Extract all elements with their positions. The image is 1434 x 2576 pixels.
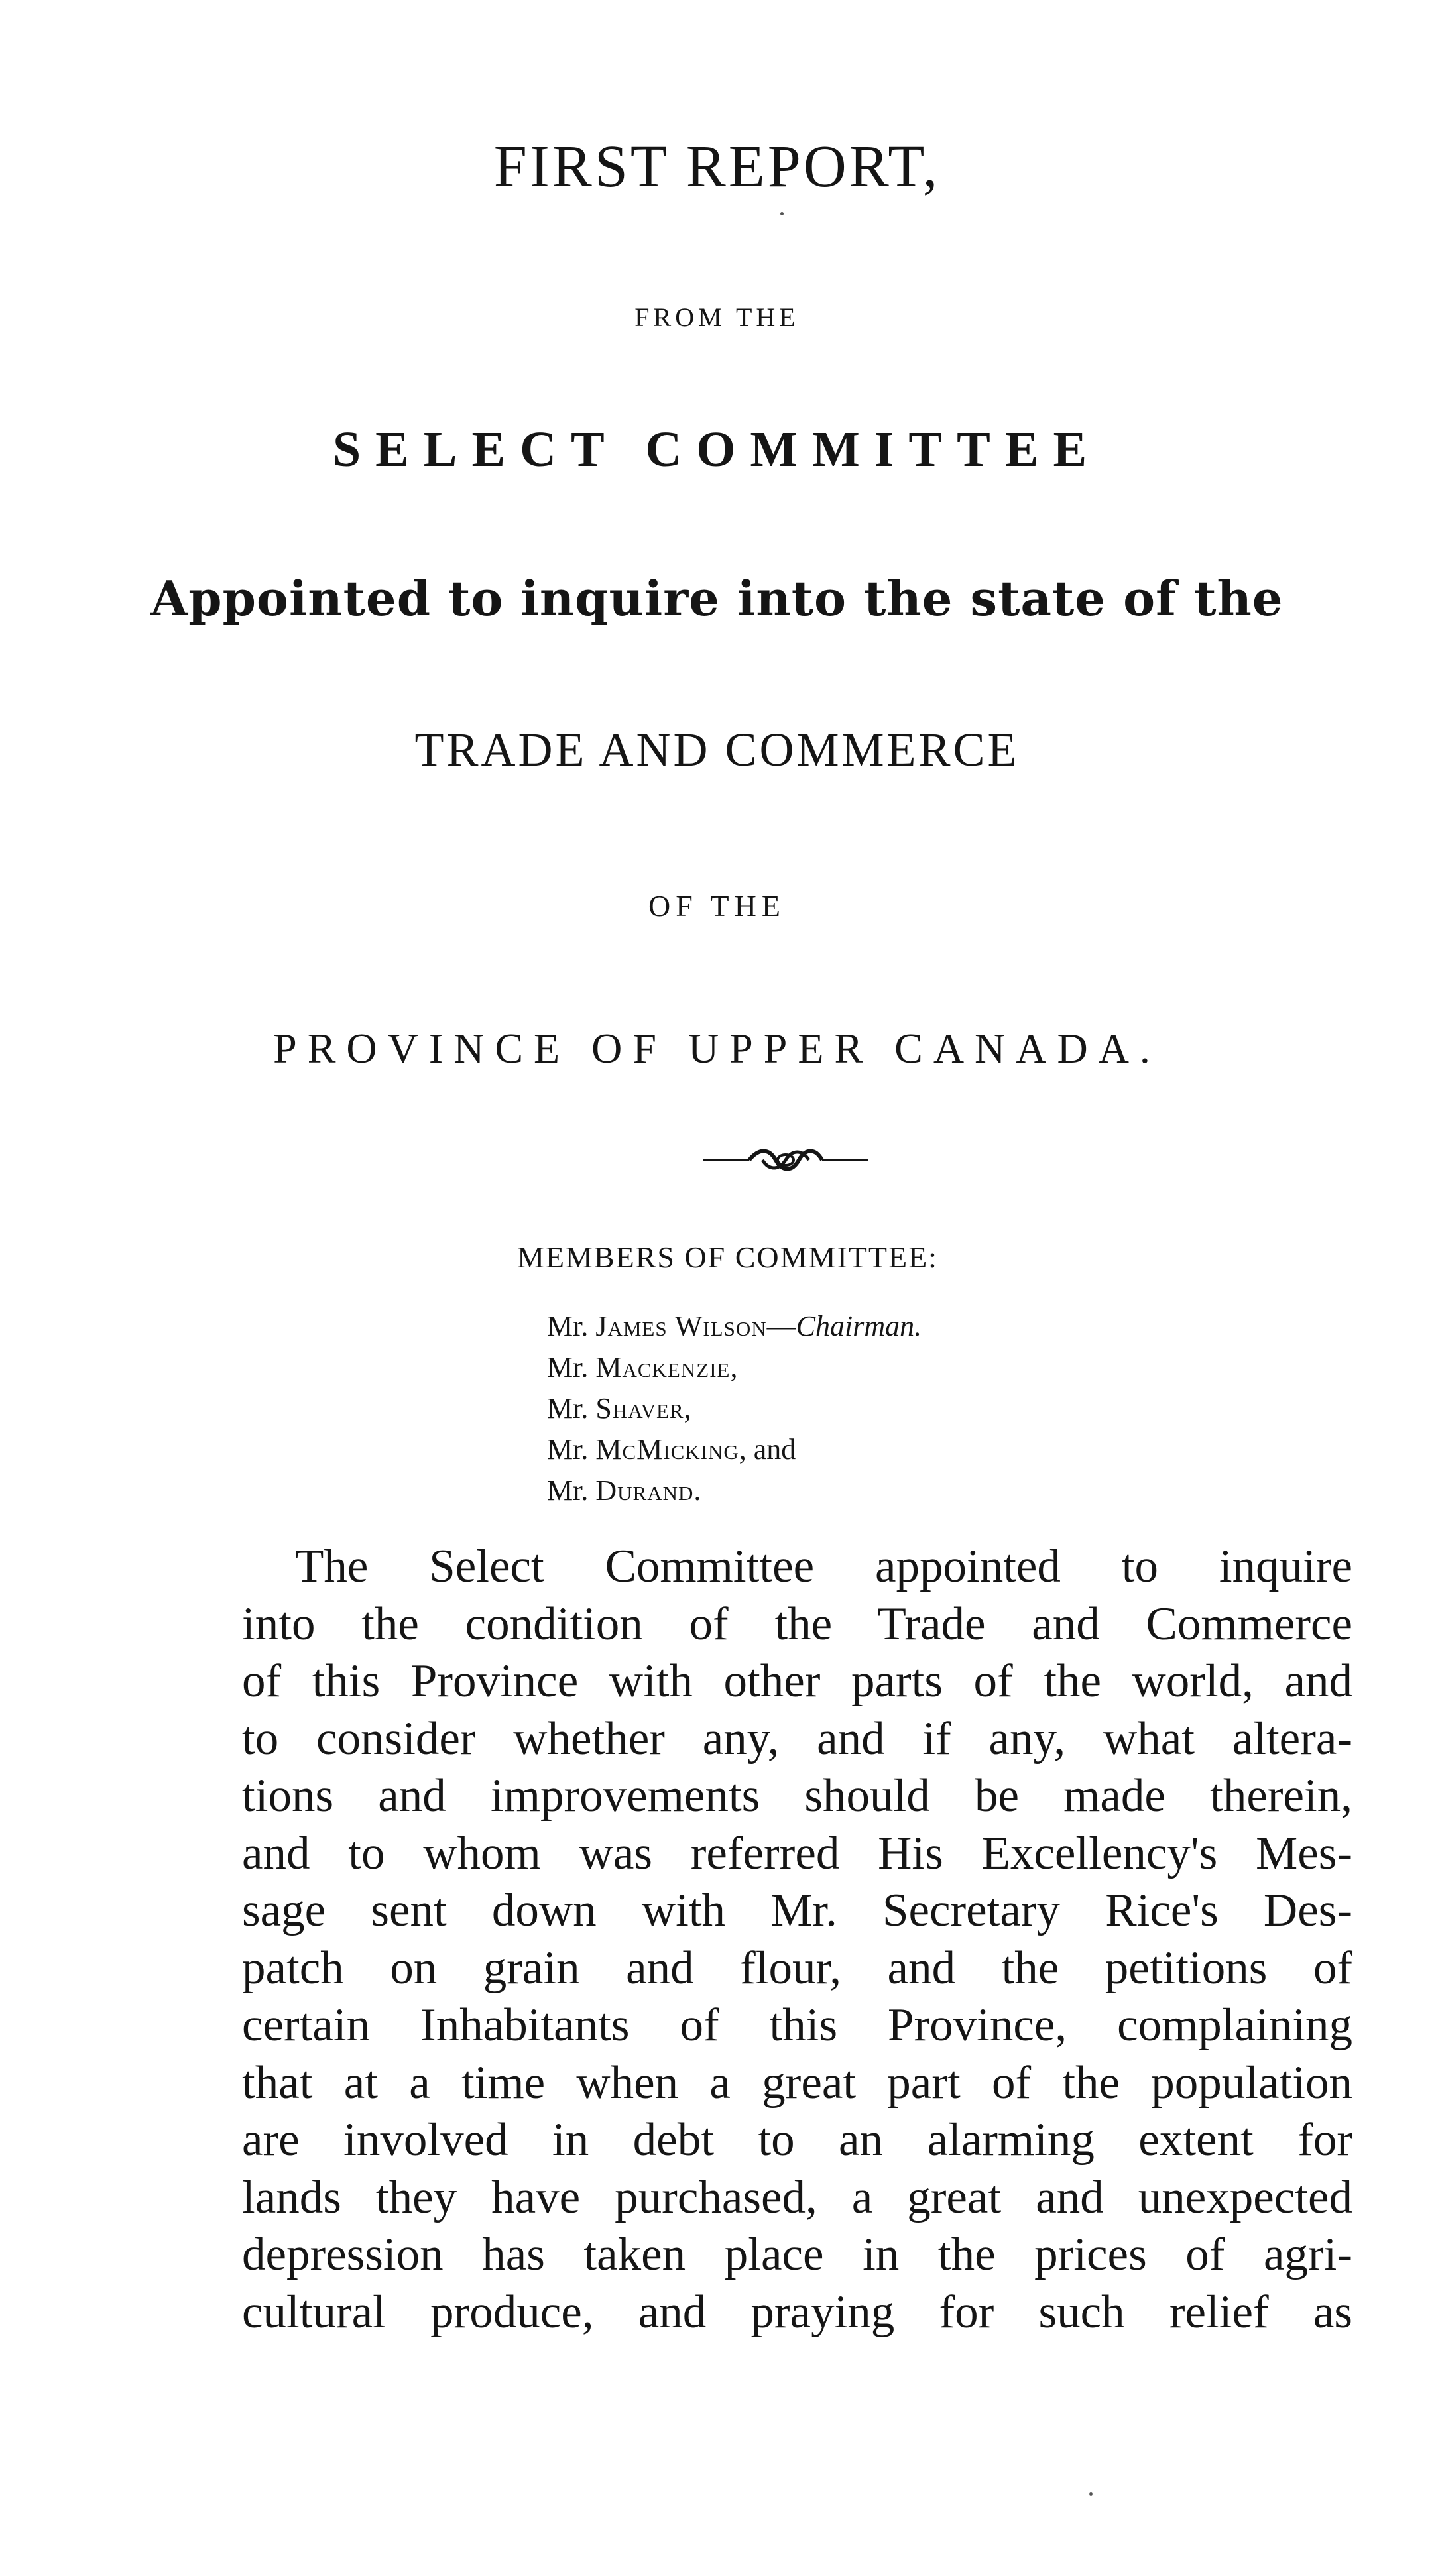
member-title: Mr. xyxy=(547,1310,589,1342)
body-line: cultural produce, and praying for such relief as xyxy=(242,2286,1352,2338)
member-item xyxy=(547,1388,922,1429)
member-title: Mr. xyxy=(547,1474,589,1507)
body-line: tions and improvements should be made therein, xyxy=(242,1770,1352,1822)
member-suffix: . xyxy=(693,1474,701,1507)
member-name: Durand xyxy=(595,1474,694,1507)
report-title: FIRST REPORT, xyxy=(493,134,941,200)
member-suffix: — xyxy=(766,1310,796,1342)
member-name: Shaver xyxy=(595,1392,684,1425)
member-item xyxy=(547,1429,922,1470)
member-title: Mr. xyxy=(547,1433,589,1466)
member-name: Mackenzie xyxy=(595,1351,731,1383)
body-line: that at a time when a great part of the population xyxy=(242,2056,1352,2109)
province-title: PROVINCE OF UPPER CANADA. xyxy=(273,1025,1161,1072)
member-suffix: , xyxy=(730,1351,738,1383)
rule-ornament-icon xyxy=(703,1140,868,1180)
body-line: into the condition of the Trade and Commerce xyxy=(242,1598,1352,1650)
body-line: certain Inhabitants of this Province, complaining xyxy=(242,1999,1352,2051)
body-line: are involved in debt to an alarming extent for xyxy=(242,2114,1352,2166)
ink-speck xyxy=(780,212,784,215)
committee-title: SELECT COMMITTEE xyxy=(332,422,1102,477)
member-name: James Wilson xyxy=(595,1310,767,1342)
from-the-line: FROM THE xyxy=(634,302,800,332)
body-line: of this Province with other parts of the world, and xyxy=(242,1655,1352,1707)
member-role: Chairman. xyxy=(796,1310,922,1342)
member-title: Mr. xyxy=(547,1351,589,1383)
body-line: The Select Committee appointed to inquire xyxy=(295,1541,1352,1592)
body-line: and to whom was referred His Excellency's Mes- xyxy=(242,1827,1352,1879)
body-line: sage sent down with Mr. Secretary Rice's Des- xyxy=(242,1885,1352,1936)
members-list xyxy=(547,1306,922,1511)
member-title: Mr. xyxy=(547,1392,589,1425)
member-name: McMicking xyxy=(595,1433,739,1466)
ink-speck xyxy=(1089,2492,1093,2496)
body-line: depression has taken place in the prices of agri- xyxy=(242,2229,1352,2280)
subject-title: TRADE AND COMMERCE xyxy=(414,723,1020,776)
member-suffix: , xyxy=(684,1392,691,1425)
member-suffix: , and xyxy=(739,1433,796,1466)
body-line: patch on grain and flour, and the petitions of xyxy=(242,1942,1352,1994)
appointed-line: Appointed to inquire into the state of the xyxy=(150,570,1284,626)
of-the-line: OF THE xyxy=(648,889,786,923)
members-heading: MEMBERS OF COMMITTEE: xyxy=(517,1240,938,1274)
report-body-paragraph xyxy=(242,1538,1352,2341)
member-item xyxy=(547,1470,922,1511)
body-line: lands they have purchased, a great and unexpected xyxy=(242,2171,1352,2223)
member-item xyxy=(547,1306,922,1347)
body-line: to consider whether any, and if any, what altera- xyxy=(242,1712,1352,1765)
member-item xyxy=(547,1347,922,1388)
